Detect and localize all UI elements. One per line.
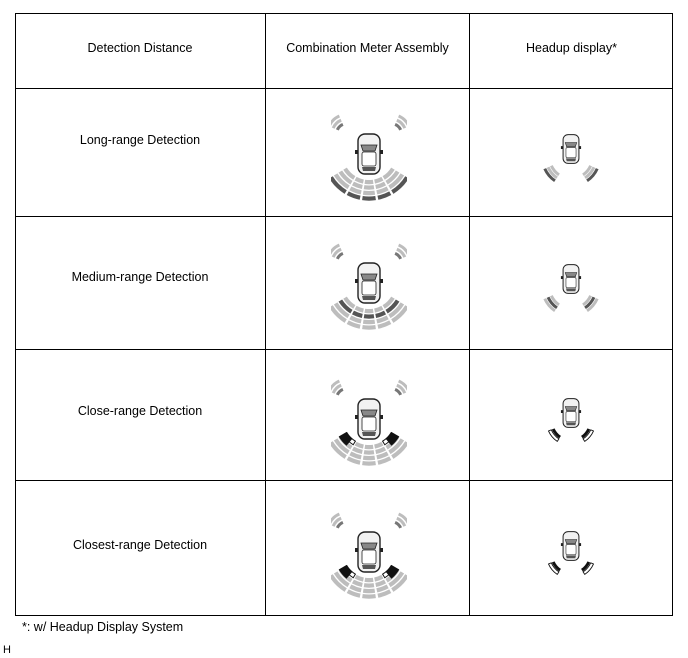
car-roof	[362, 281, 376, 295]
sensor-segment	[355, 575, 364, 582]
car-rear-window	[566, 422, 576, 425]
header-detection-distance	[15, 13, 265, 88]
car-roof	[566, 148, 576, 158]
sensor-segment	[374, 575, 383, 582]
hud-illustration-long	[535, 121, 607, 183]
sensor-segment	[355, 442, 364, 449]
column-divider	[469, 13, 470, 616]
car-mirror	[380, 548, 383, 552]
hud-illustration-medium	[535, 251, 607, 313]
car-icon	[561, 399, 581, 428]
car-mirror	[380, 150, 383, 154]
car-mirror	[380, 279, 383, 283]
meter-illustration-close	[331, 373, 407, 471]
column-divider	[265, 13, 266, 616]
car-mirror	[561, 146, 563, 149]
sensor-segment	[364, 583, 375, 588]
row-label-close	[15, 350, 265, 480]
sensor-segment	[364, 185, 375, 190]
sensor-segment	[363, 320, 375, 325]
row-label-text: Closest-range Detection	[72, 537, 208, 552]
car-mirror	[355, 415, 358, 419]
sensor-segment	[364, 314, 375, 319]
car-windshield	[565, 143, 577, 147]
header-combination-meter	[266, 13, 469, 88]
sensor-segment	[362, 325, 376, 330]
figure-code: H	[3, 644, 11, 656]
car-windshield	[565, 273, 577, 277]
car-rear-window	[566, 158, 576, 161]
row-label-text: Medium-range Detection	[71, 270, 209, 284]
sensor-segment	[355, 306, 364, 313]
car-mirror	[355, 548, 358, 552]
sensor-segment	[362, 461, 376, 466]
sensor-segment	[365, 445, 374, 449]
car-mirror	[579, 410, 581, 413]
car-rear-window	[566, 555, 576, 558]
car-roof	[566, 545, 576, 555]
sensor-segment	[365, 578, 374, 582]
footnote: *: w/ Headup Display System	[22, 620, 184, 634]
car-icon	[355, 263, 383, 303]
detection-table	[15, 13, 673, 616]
car-rear-window	[566, 288, 576, 291]
sensor-segment	[374, 177, 383, 184]
row-label-long	[15, 89, 265, 216]
car-icon	[561, 135, 581, 164]
sensor-segment	[363, 456, 375, 461]
car-windshield	[565, 407, 577, 411]
sensor-segment	[362, 594, 376, 599]
sensor-segment	[374, 306, 383, 313]
car-windshield	[361, 410, 377, 416]
header-headup-display	[470, 13, 673, 88]
sensor-segment	[362, 196, 376, 201]
sensor-segment	[365, 309, 374, 313]
row-label-text: Close-range Detection	[77, 404, 203, 418]
car-icon	[355, 134, 383, 174]
row-label-closest	[15, 481, 265, 616]
car-roof	[566, 278, 576, 288]
sensor-segment	[363, 589, 375, 594]
car-mirror	[579, 146, 581, 149]
car-icon	[561, 265, 581, 294]
row-label-medium	[15, 217, 265, 349]
car-icon	[355, 532, 383, 572]
car-mirror	[355, 150, 358, 154]
car-rear-window	[362, 167, 376, 171]
car-windshield	[361, 274, 377, 280]
hud-illustration-close	[535, 385, 607, 447]
car-icon	[561, 532, 581, 561]
sensor-segment	[355, 177, 364, 184]
car-windshield	[361, 145, 377, 151]
sensor-segment	[365, 180, 374, 184]
meter-illustration-long	[331, 108, 407, 206]
car-mirror	[561, 410, 563, 413]
row-label-text: Long-range Detection	[79, 132, 201, 147]
car-mirror	[380, 415, 383, 419]
car-mirror	[579, 543, 581, 546]
car-roof	[566, 412, 576, 422]
car-icon	[355, 399, 383, 439]
car-mirror	[579, 276, 581, 279]
car-windshield	[361, 543, 377, 549]
hud-illustration-closest	[535, 518, 607, 580]
header-label: Detection Distance	[87, 40, 193, 55]
car-mirror	[561, 543, 563, 546]
meter-illustration-medium	[331, 237, 407, 335]
sensor-segment	[364, 450, 375, 455]
meter-illustration-closest	[331, 506, 407, 604]
sensor-segment	[374, 442, 383, 449]
car-mirror	[561, 276, 563, 279]
car-roof	[362, 550, 376, 564]
car-mirror	[355, 279, 358, 283]
car-roof	[362, 417, 376, 431]
header-label: Headup display*	[525, 40, 618, 55]
car-windshield	[565, 540, 577, 544]
sensor-segment	[363, 191, 375, 196]
car-rear-window	[362, 432, 376, 436]
header-label: Combination Meter Assembly	[286, 40, 449, 55]
car-roof	[362, 152, 376, 166]
car-rear-window	[362, 296, 376, 300]
car-rear-window	[362, 565, 376, 569]
